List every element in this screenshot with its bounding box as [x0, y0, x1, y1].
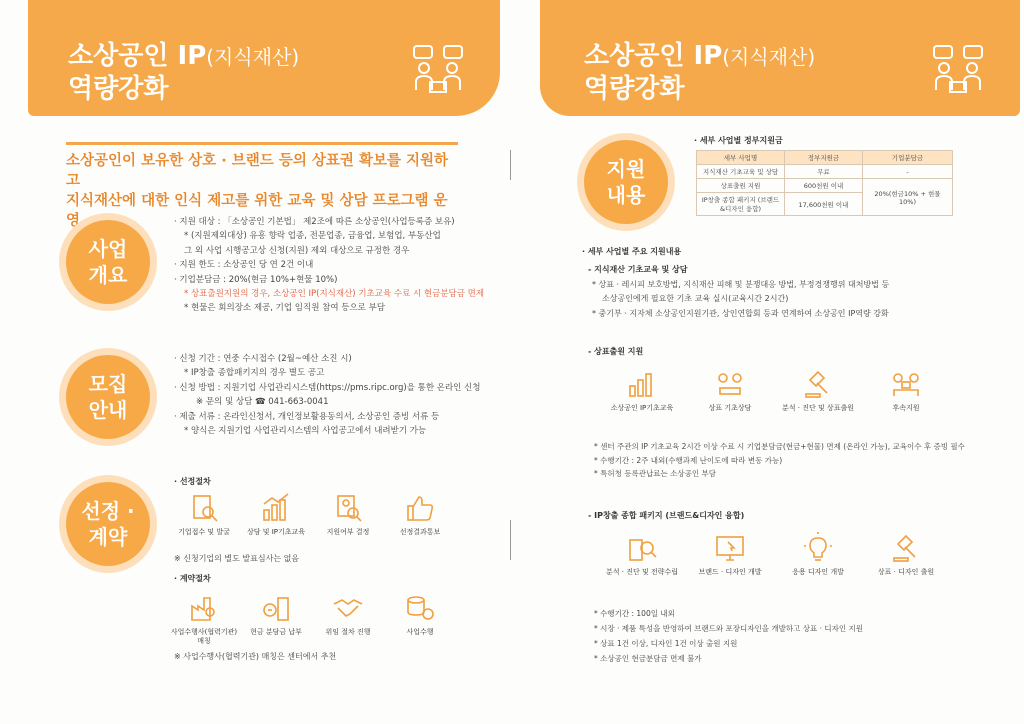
- tm-step-label: 후속지원: [892, 404, 920, 412]
- contract-step: [384, 592, 456, 646]
- contract-step-label: 위임 절차 진행: [325, 628, 371, 636]
- selection-step: [312, 492, 384, 537]
- factory-search-icon: [626, 532, 658, 564]
- left-page-title: [68, 40, 299, 105]
- edu-line: 소상공인에게 필요한 기초 교육 실시(교육시간 2시간): [602, 294, 789, 304]
- pkg-step-label: 상표 · 디자인 출원: [877, 568, 935, 576]
- chart-growth-icon: [260, 492, 292, 524]
- pkg-step: [774, 532, 862, 577]
- overview-line: * (지원제외대상) 유흥 향락 업종, 전문업종, 금융업, 보험업, 부동산업: [184, 231, 441, 242]
- overview-line: · 지원 한도 : 소상공인 당 연 2건 이내: [174, 260, 314, 271]
- pkg-step: [862, 532, 950, 577]
- contract-note: ※ 사업수행사(협력기관) 매칭은 센터에서 추천: [174, 652, 337, 661]
- contract-head: · 계약절차: [174, 574, 211, 583]
- selection-head: · 선정절차: [174, 477, 211, 486]
- grant-head: · 세부 사업별 정부지원금: [694, 136, 783, 145]
- recruit-line: * 양식은 지원기업 사업관리시스템의 사업공고에서 내려받기 가능: [184, 426, 427, 437]
- tm-steps: [598, 368, 950, 413]
- edu-line: * 중기부 · 지자체 소상공인지원기관, 상인연합회 등과 연계하여 소상공인 IP역량 강화: [592, 308, 889, 318]
- table-header: 세부 사업명: [697, 151, 785, 165]
- tm-block: [594, 440, 965, 481]
- detail-head: · 세부 사업별 주요 지원내용: [582, 247, 682, 256]
- document-search-icon: [188, 492, 220, 524]
- handshake-icon: [332, 592, 364, 624]
- tm-step: [598, 368, 686, 413]
- recruit-block: [174, 352, 481, 438]
- table-cell: 무료: [785, 165, 863, 179]
- edu-head: - 지식재산 기초교육 및 상담: [588, 265, 688, 274]
- selection-step-label: 기업접수 및 발굴: [178, 528, 230, 536]
- gavel-icon: [890, 532, 922, 564]
- tm-step: [686, 368, 774, 413]
- tm-head: - 상표출원 지원: [588, 347, 644, 356]
- tm-step: [862, 368, 950, 413]
- monitor-cursor-icon: [714, 532, 746, 564]
- selection-step-label: 상담 및 IP기초교육: [246, 528, 306, 536]
- recruit-line: · 신청 방법 : 지원기업 사업관리시스템(https://pms.ripc.org)을 통한 온라인 신청: [174, 382, 481, 393]
- pkg-step-label: 분석 · 진단 및 전략수립: [606, 568, 678, 576]
- page-fold-mark: [510, 520, 511, 560]
- selection-steps: [168, 492, 456, 537]
- contract-steps: [168, 592, 456, 646]
- page-fold-mark: [510, 150, 511, 180]
- right-page-title: [584, 40, 815, 105]
- table-cell: 지식재산 기초교육 및 상담: [697, 165, 785, 179]
- tm-step-label: 분석 · 진단 및 상표출원: [782, 404, 854, 412]
- pkg-line: * 상표 1건 이상, 디자인 1건 이상 출원 지원: [594, 639, 738, 648]
- pkg-line: * 시장 · 제품 특성을 반영하여 브랜드와 포장디자인을 개발하고 상표 · 디자인 지원: [594, 624, 863, 633]
- right-page: [512, 0, 1024, 724]
- left-title-sub: (지식재산): [206, 45, 300, 69]
- people-chat-icon: [410, 42, 466, 98]
- coins-gear-icon: [404, 592, 436, 624]
- left-title-main: 소상공인 IP: [68, 41, 207, 71]
- table-row: [697, 165, 953, 179]
- pkg-line: * 소상공인 현금분담금 면제 불가: [594, 654, 702, 663]
- grant-table: [696, 150, 953, 216]
- contract-step-label: 현금 분담금 납부: [250, 628, 302, 636]
- consult-table-icon: [714, 368, 746, 400]
- table-header: 정부지원금: [785, 151, 863, 165]
- edu-block: [592, 278, 889, 321]
- tm-step: [774, 368, 862, 413]
- headline-line1: 소상공인이 보유한 상호 · 브랜드 등의 상표권 확보를 지원하고: [66, 153, 449, 189]
- overview-line: · 기업분담금 : 20%(현금 10%+현물 10%): [174, 274, 338, 285]
- pkg-line: * 수행기간 : 100일 내외: [594, 609, 675, 618]
- tm-step-label: 상표 기초상담: [708, 404, 752, 412]
- selection-note: ※ 신청기업의 별도 발표심사는 없음: [174, 554, 300, 563]
- right-title-banner: [540, 0, 1020, 116]
- tm-line: * 수행기간 : 2주 내외(수행과제 난이도에 따라 변동 가능): [594, 455, 783, 465]
- money-building-icon: [260, 592, 292, 624]
- pkg-step: [598, 532, 686, 577]
- tm-line: * 특허청 등록관납료는 소상공인 부담: [594, 469, 716, 478]
- selection-step-label: 선정결과통보: [399, 528, 441, 536]
- factory-search-icon: [188, 592, 220, 624]
- right-title-sub: (지식재산): [722, 45, 816, 69]
- selection-step: [384, 492, 456, 537]
- table-cell: 20%(현금10% + 현물10%): [863, 179, 953, 216]
- overview-line: · 지원 대상 : 「소상공인 기본법」 제2조에 따른 소상공인(사업등록증 보유): [174, 217, 455, 227]
- id-card-search-icon: [332, 492, 364, 524]
- selection-circle: [66, 482, 150, 566]
- pkg-step-label: 응용 디자인 개발: [792, 568, 844, 576]
- table-header: 기업분담금: [863, 151, 953, 165]
- table-cell: 600천원 이내: [785, 179, 863, 193]
- overview-circle: [66, 220, 150, 304]
- recruit-circle: [66, 355, 150, 439]
- recruit-line: · 제출 서류 : 온라인신청서, 개인정보활용동의서, 소상공인 증빙 서류 등: [174, 411, 440, 422]
- selection-step: [240, 492, 312, 537]
- right-title-line2: 역량강화: [584, 74, 685, 104]
- tm-line: * 센터 주관의 IP 기초교육 2시간 이상 수료 시 기업분담금(현금+현물) 면제 (온라인 가능), 교육이수 후 증빙 필수: [594, 442, 965, 451]
- left-title-banner: [28, 0, 500, 116]
- chart-bars-icon: [626, 368, 658, 400]
- contract-step: [168, 592, 240, 646]
- support-circle-label: 지원 내용: [606, 157, 646, 207]
- right-title-main: 소상공인 IP: [584, 41, 723, 71]
- recruit-line: · 신청 기간 : 연중 수시접수 (2월~예산 소진 시): [174, 354, 352, 364]
- contract-step: [312, 592, 384, 646]
- table-row: [697, 179, 953, 193]
- pkg-head: - IP창출 종합 패키지 (브랜드&디자인 융합): [588, 511, 745, 520]
- overview-block: [174, 215, 484, 316]
- table-cell: IP창출 종합 패키지 (브랜드&디자인 융합): [697, 193, 785, 216]
- overview-line: 그 외 사업 시행공고상 신청(지원) 제외 대상으로 규정한 경우: [184, 245, 410, 256]
- people-chat-icon: [930, 42, 986, 98]
- pkg-step: [686, 532, 774, 577]
- recruit-line: ※ 문의 및 상담 ☎ 041-663-0041: [196, 397, 329, 408]
- recruit-line: * IP창출 종합패키지의 경우 별도 공고: [184, 368, 325, 379]
- support-circle: [584, 140, 668, 224]
- edu-line: * 상표 · 레시피 보호방법, 지식재산 피해 및 분쟁대응 방법, 부정경쟁행위 대처방법 등: [592, 280, 890, 289]
- overview-line: * 상표출원지원의 경우, 소상공인 IP(지식재산) 기초교육 수료 시 현금분담금 면제: [184, 289, 485, 300]
- selection-step-label: 지원여부 결정: [326, 528, 370, 536]
- table-cell: 17,600천원 이내: [785, 193, 863, 216]
- contract-step-label: 사업수행사(협력기관) 매칭: [170, 628, 238, 645]
- table-cell: -: [863, 165, 953, 179]
- overview-circle-label: 사업 개요: [88, 237, 128, 287]
- gavel-icon: [802, 368, 834, 400]
- overview-line: * 현물은 회의장소 제공, 기업 임직원 참여 등으로 부담: [184, 303, 386, 314]
- contract-step: [240, 592, 312, 646]
- light-bulb-icon: [802, 532, 834, 564]
- table-header-row: [697, 151, 953, 165]
- left-title-line2: 역량강화: [68, 74, 169, 104]
- selection-circle-label: 선정 · 계약: [81, 499, 135, 549]
- pkg-step-label: 브랜드 · 디자인 개발: [698, 568, 762, 576]
- selection-step: [168, 492, 240, 537]
- pkg-steps: [598, 532, 950, 577]
- table-cell: 상표출원 지원: [697, 179, 785, 193]
- tm-step-label: 소상공인 IP기초교육: [610, 404, 674, 412]
- thumbs-up-icon: [404, 492, 436, 524]
- pkg-block: [594, 606, 863, 666]
- recruit-circle-label: 모집 안내: [88, 372, 128, 422]
- consult-table-icon: [890, 368, 922, 400]
- headline-line2: 지식재산에 대한 인식 제고를 위한 교육 및 상담 프로그램 운영: [66, 193, 448, 229]
- contract-step-label: 사업수행: [406, 628, 434, 636]
